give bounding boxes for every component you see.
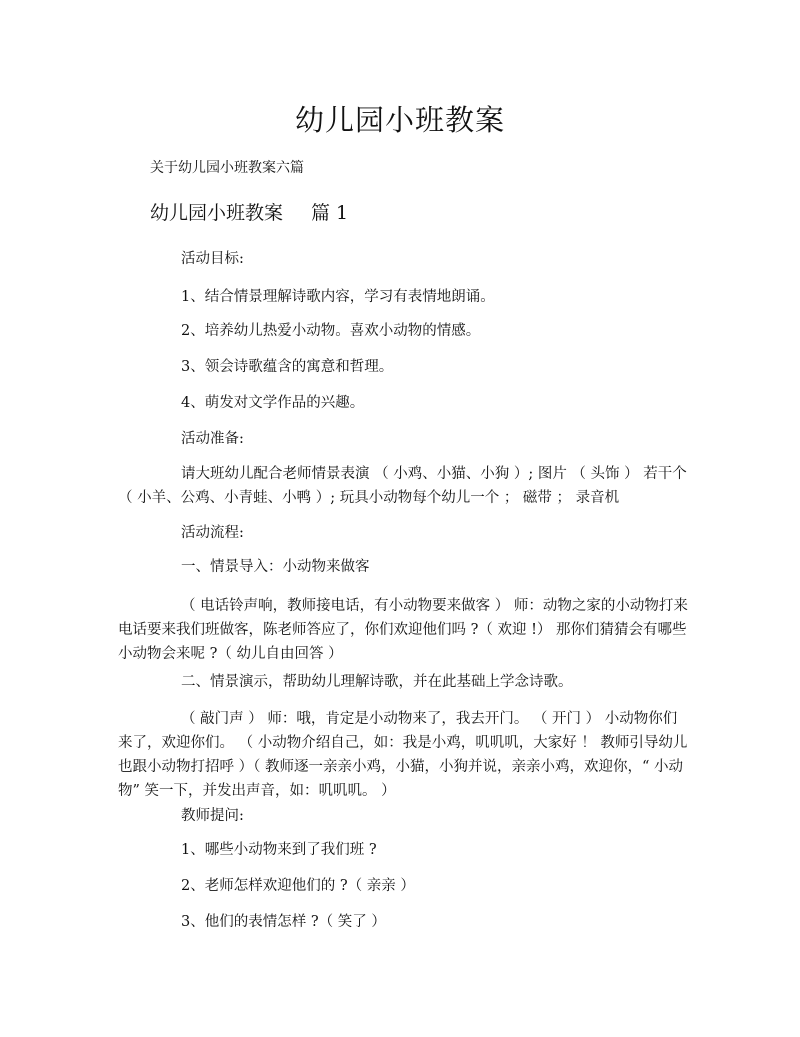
section-heading-suffix: 篇 1 bbox=[311, 202, 349, 224]
document-title: 幼儿园小班教案 bbox=[294, 103, 505, 137]
paragraph-goal-4: 4、萌发对文学作品的兴趣。 bbox=[181, 395, 365, 411]
paragraph-goal-3: 3、领会诗歌蕴含的寓意和哲理。 bbox=[181, 359, 394, 375]
paragraph-question-1: 1、哪些小动物来到了我们班 ? bbox=[181, 842, 377, 858]
paragraph-process-heading: 活动流程: bbox=[181, 525, 244, 541]
paragraph-preparation: 请大班幼儿配合老师情景表演 （ 小鸡、小猫、小狗 ）; 图片 （ 头饰 ） 若干个 （ 小羊、公鸡、小青蛙、小鸭 ）; 玩具小动物每个幼儿一个 ； 磁带 ； 录音机 bbox=[118, 466, 687, 506]
section-heading-label: 幼儿园小班教案 bbox=[150, 202, 284, 224]
paragraph-step-1-title: 一、情景导入：小动物来做客 bbox=[181, 559, 370, 575]
paragraph-goal-2: 2、培养幼儿热爱小动物。喜欢小动物的情感。 bbox=[181, 323, 481, 339]
paragraph-teacher-questions-heading: 教师提问: bbox=[181, 808, 244, 824]
paragraph-question-3: 3、他们的表情怎样 ?（ 笑了 ） bbox=[181, 914, 386, 930]
paragraph-question-2: 2、老师怎样欢迎他们的 ?（ 亲亲 ） bbox=[181, 878, 415, 894]
paragraph-step-2-title: 二、情景演示，帮助幼儿理解诗歌，并在此基础上学念诗歌。 bbox=[181, 674, 573, 690]
section-heading bbox=[150, 198, 348, 225]
paragraph-goal-1: 1、结合情景理解诗歌内容，学习有表情地朗诵。 bbox=[181, 289, 495, 305]
paragraph-preparation-heading: 活动准备: bbox=[181, 431, 244, 447]
document-subtitle: 关于幼儿园小班教案六篇 bbox=[150, 160, 304, 176]
paragraph-activity-goals-heading: 活动目标: bbox=[181, 251, 244, 267]
paragraph-step-2-content: （ 敲门声 ） 师：哦，肯定是小动物来了，我去开门。 （ 开门 ） 小动物你们来了，欢迎你们。 （ 小动物介绍自己，如：我是小鸡，叽叽叽，大家好 ！ 教师引导幼儿也跟小动物打招呼 ）（ 教师逐一亲亲小鸡，小猫，小狗并说，亲亲小鸡，欢迎你，“ 小动物” 笑一下，并发出声音，如：叽叽叽。 ） bbox=[118, 711, 688, 799]
paragraph-step-1-content: （ 电话铃声响，教师接电话，有小动物要来做客 ） 师：动物之家的小动物打来电话要来我们班做客，陈老师答应了，你们欢迎他们吗 ?（ 欢迎 !） 那你们猜猜会有哪些小动物会来呢 ?（ 幼儿自由回答 ） bbox=[118, 598, 688, 662]
